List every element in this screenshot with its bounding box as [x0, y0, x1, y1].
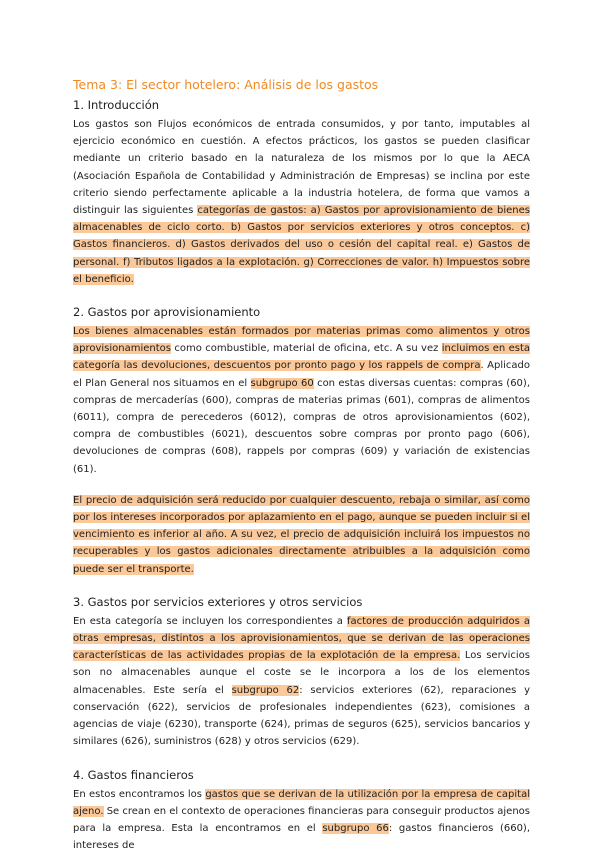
- section-gastos-financieros: [73, 767, 530, 854]
- text-run: . Aplicado el Plan General nos situamos en el: [73, 360, 530, 388]
- paragraph: [73, 116, 530, 288]
- text-run: Se crean en el contexto de operaciones financieras para conseguir productos ajenos para la empresa. Esta la encontramos en el: [73, 806, 530, 834]
- section-heading: 4. Gastos financieros: [73, 767, 530, 784]
- highlighted-text: categorías de gastos: a) Gastos por aprovisionamiento de bienes almacenables de ciclo corto. b) Gastos por servicios exteriores y otros conceptos. c) Gastos financieros. d) Gastos derivados del uso o cesión del capital real. e) Gastos de personal. f) Tributos ligados a la explotación. g) Correcciones de valor. h) Impuestos sobre el beneficio.: [73, 205, 530, 285]
- paragraph: [73, 323, 530, 478]
- highlighted-text: El precio de adquisición será reducido por cualquier descuento, rebaja o similar, así como por los intereses incorporados por aplazamiento en el pago, aunque se pueden incluir si el vencimiento es inferior al año. A su vez, el precio de adquisición incluirá los impuestos no recuperables y los gastos adicionales directamente atribuibles a la adquisición como puede ser el transporte.: [73, 495, 530, 575]
- text-run: En esta categoría se incluyen los correspondientes a: [73, 616, 347, 627]
- text-run: En estos encontramos los: [73, 789, 205, 800]
- text-run: : servicios exteriores (62), reparaciones y conservación (622), servicios de profesionales independientes (623), comisiones a agencias de viaje (6230), transporte (624), primas de seguros (625), servicios bancarios y similares (626), suministros (628) y otros servicios (629).: [73, 685, 530, 748]
- paragraph: [73, 786, 530, 854]
- highlighted-text: subgrupo 62: [232, 685, 300, 696]
- paragraph: [73, 492, 530, 578]
- section-aprovisionamiento: [73, 304, 530, 578]
- highlighted-text: gastos que se derivan de la utilización por la empresa de capital ajeno.: [73, 789, 530, 817]
- text-run: Los servicios son no almacenables aunque el coste se le incorpora a los de los elementos almacenables. Este sería el: [73, 650, 530, 695]
- text-run: como combustible, material de oficina, etc. A su vez: [171, 343, 442, 354]
- paragraph: [73, 613, 530, 751]
- highlighted-text: Los bienes almacenables están formados por materias primas como alimentos y otros aprovisionamientos: [73, 326, 530, 354]
- text-run: : gastos financieros (660), intereses de: [73, 823, 530, 851]
- text-run: con estas diversas cuentas: compras (60), compras de mercaderías (600), compras de materias primas (601), compras de alimentos (6011), compra de perecederos (6012), compras de otros aprovisionamientos (602), compra de combustibles (6021), descuentos sobre compras por pronto pago (606), devoluciones de compras (608), rappels por compras (609) y variación de existencias (61).: [73, 378, 530, 475]
- text-run: Los gastos son Flujos económicos de entrada consumidos, y por tanto, imputables al ejercicio económico en cuestión. A efectos prácticos, los gastos se pueden clasificar mediante un criterio basado en la naturaleza de los mismos por lo que la AECA (Asociación Española de Contabilidad y Administración de Empresas) se inclina por este criterio siendo perfectamente aplicable a la industria hotelera, de forma que vamos a distinguir las siguientes: [73, 119, 530, 216]
- document-title: Tema 3: El sector hotelero: Análisis de los gastos: [73, 76, 530, 94]
- section-heading: 3. Gastos por servicios exteriores y otros servicios: [73, 594, 530, 611]
- highlighted-text: incluimos en esta categoría las devoluciones, descuentos por pronto pago y los rappels de compra: [73, 343, 530, 371]
- highlighted-text: factores de producción adquiridos a otras empresas, distintos a los aprovisionamientos, que se derivan de las operaciones características de las actividades propias de la explotación de la empresa.: [73, 616, 530, 661]
- section-servicios-exteriores: [73, 594, 530, 751]
- section-heading: 2. Gastos por aprovisionamiento: [73, 304, 530, 321]
- section-heading: 1. Introducción: [73, 97, 530, 114]
- highlighted-text: subgrupo 60: [251, 378, 314, 389]
- highlighted-text: subgrupo 66: [322, 823, 389, 834]
- section-introduccion: [73, 97, 530, 288]
